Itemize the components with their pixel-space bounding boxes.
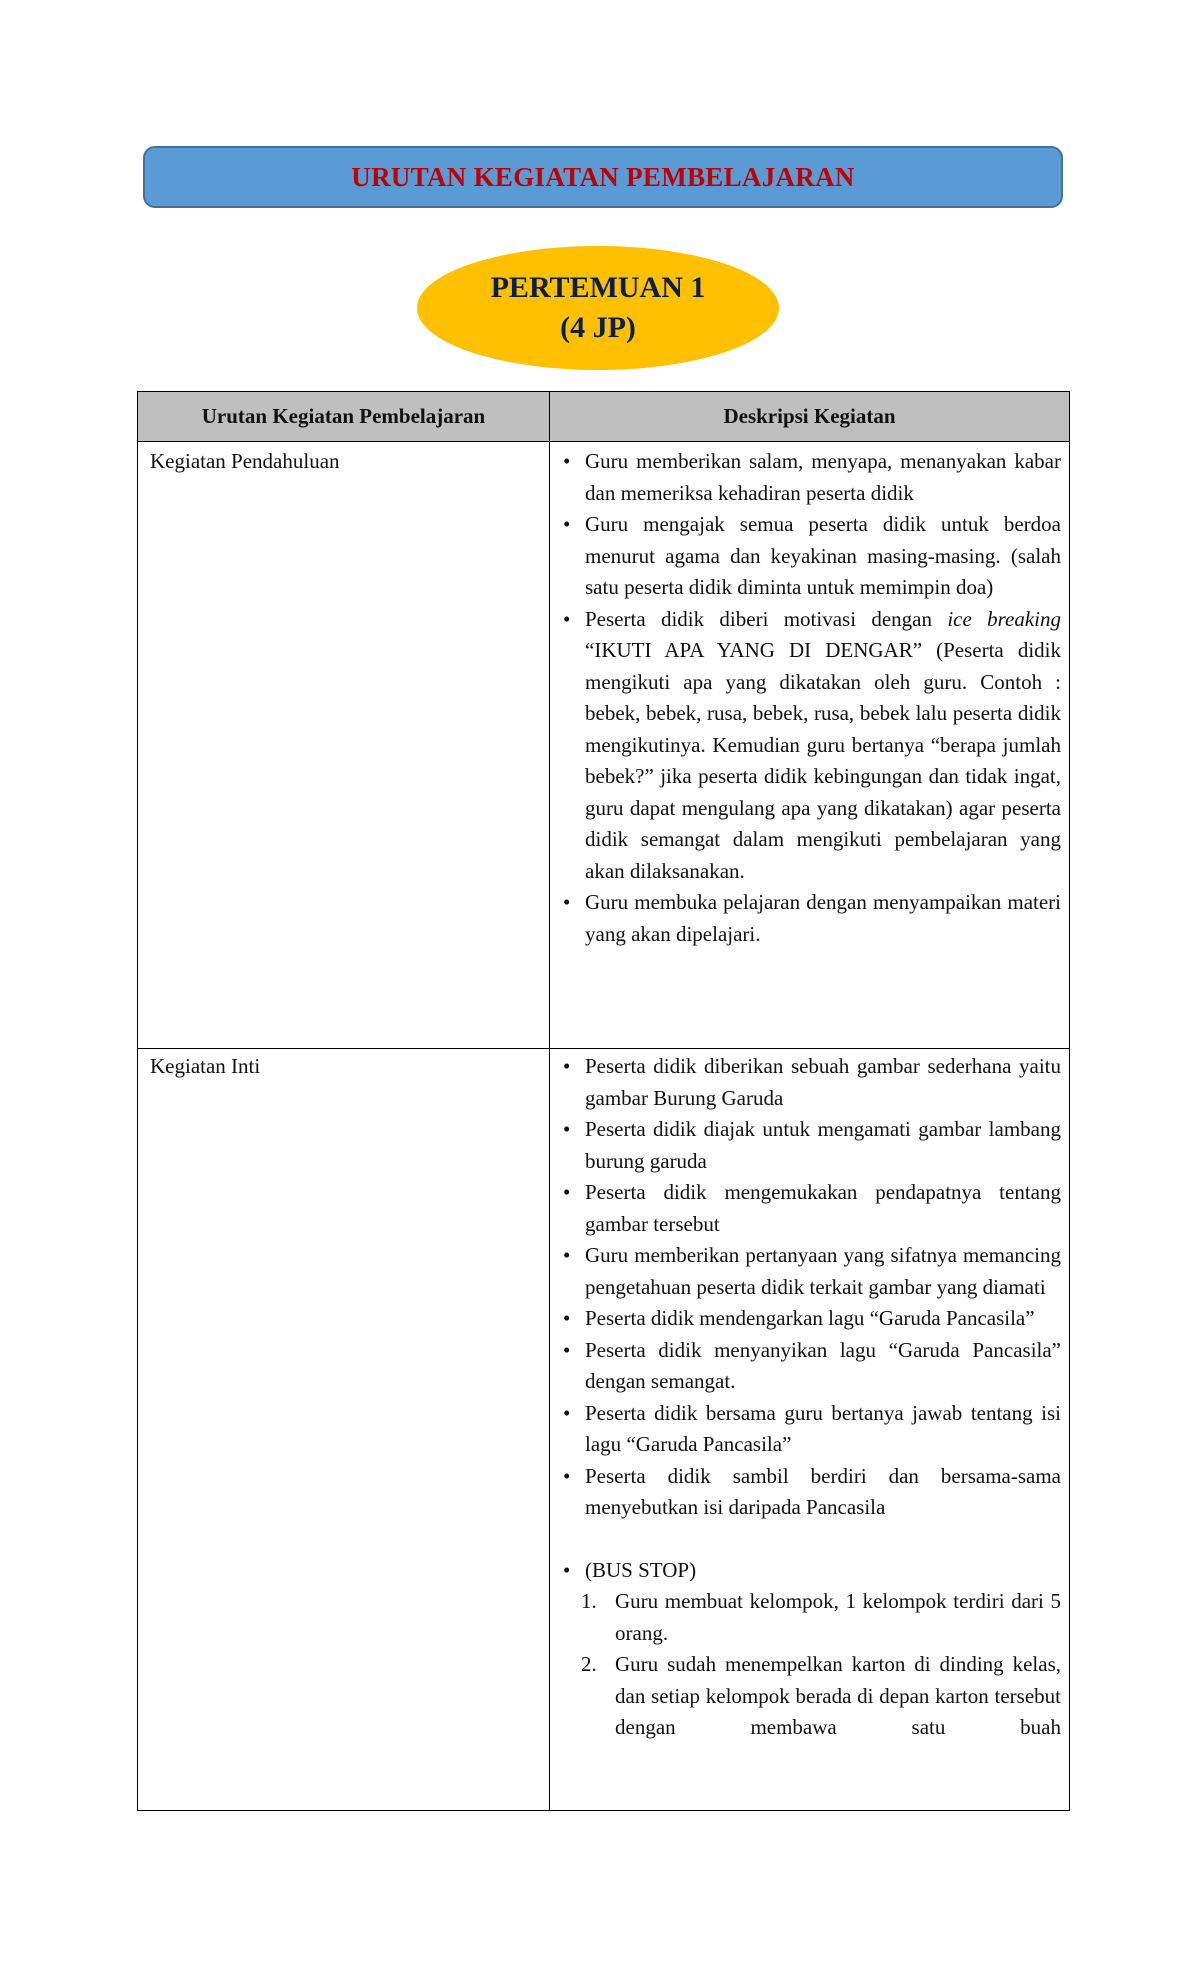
document-title: URUTAN KEGIATAN PEMBELAJARAN	[351, 161, 855, 192]
list-item: • Guru mengajak semua peserta didik untuk berdoa menurut agama dan keyakinan masing-masing. (salah satu peserta didik diminta untuk memimpin doa)	[559, 509, 1061, 604]
bullet-icon: •	[563, 1400, 571, 1425]
list-item: • Peserta didik diajak untuk mengamati gambar lambang burung garuda	[559, 1114, 1061, 1177]
bullet-icon: •	[563, 1117, 571, 1141]
bullet-icon: •	[563, 1557, 571, 1582]
meeting-hours: (4 JP)	[560, 311, 636, 344]
meeting-number: PERTEMUAN 1	[490, 271, 706, 304]
row-label-introduction: Kegiatan Pendahuluan	[150, 449, 340, 473]
table-header-row	[138, 392, 1069, 442]
list-item: • Peserta didik sambil berdiri dan bersama-sama menyebutkan isi daripada Pancasila	[559, 1461, 1061, 1524]
row-divider	[138, 1048, 1069, 1049]
activity-table	[137, 391, 1070, 1811]
bullet-icon: •	[563, 1306, 571, 1330]
list-item: • Peserta didik mendengarkan lagu “Garuda Pancasila”	[559, 1303, 1061, 1335]
bullet-icon: •	[563, 512, 571, 536]
column-header-sequence: Urutan Kegiatan Pembelajaran	[201, 403, 486, 428]
title-banner	[143, 146, 1063, 208]
bullet-icon: •	[563, 1180, 571, 1204]
list-item: • Guru memberikan pertanyaan yang sifatnya memancing pengetahuan peserta didik terkait gambar yang diamati	[559, 1240, 1061, 1303]
numbered-step: 2. Guru sudah menempelkan karton di dinding kelas, dan setiap kelompok berada di depan karton tersebut dengan membawa satu buah	[581, 1652, 1061, 1739]
list-item: • Guru membuka pelajaran dengan menyampaikan materi yang akan dipelajari.	[559, 887, 1061, 950]
bullet-icon: •	[563, 1337, 571, 1362]
bullet-icon: •	[563, 1243, 571, 1267]
column-divider	[549, 392, 550, 1810]
list-item: • Peserta didik diberikan sebuah gambar sederhana yaitu gambar Burung Garuda	[559, 1051, 1061, 1114]
list-item: • Peserta didik diberi motivasi dengan ice breaking “IKUTI APA YANG DI DENGAR” (Peserta didik mengikuti apa yang dikatakan oleh guru. Contoh : bebek, bebek, rusa, bebek, rusa, bebek lalu peserta didik mengikutinya. Kemudian guru bertanya “berapa jumlah bebek?” jika peserta didik kebingungan dan tidak ingat, guru dapat mengulang apa yang dikatakan) agar peserta didik semangat dalam mengikuti pembelajaran yang akan dilaksanakan.	[559, 604, 1061, 888]
introduction-description	[559, 446, 1061, 950]
list-item: • Guru memberikan salam, menyapa, menanyakan kabar dan memeriksa kehadiran peserta didik	[559, 446, 1061, 509]
list-item: • Peserta didik bersama guru bertanya jawab tentang isi lagu “Garuda Pancasila”	[559, 1398, 1061, 1461]
bullet-icon: •	[563, 1463, 571, 1488]
bullet-icon: •	[563, 890, 571, 914]
list-item: • Peserta didik menyanyikan lagu “Garuda Pancasila” dengan semangat.	[559, 1335, 1061, 1398]
ice-breaking-term: ice breaking	[947, 606, 1061, 631]
bullet-icon: •	[563, 1054, 571, 1078]
numbered-step: 1. Guru membuat kelompok, 1 kelompok terdiri dari 5 orang.	[581, 1589, 1061, 1645]
core-description	[559, 1051, 1061, 1808]
bullet-icon: •	[563, 449, 571, 473]
meeting-oval	[417, 246, 779, 370]
bullet-icon: •	[563, 606, 571, 631]
list-item: • Peserta didik mengemukakan pendapatnya tentang gambar tersebut	[559, 1177, 1061, 1240]
list-spacer	[559, 1524, 1061, 1555]
bus-stop-steps	[559, 1586, 1061, 1744]
row-label-core: Kegiatan Inti	[150, 1054, 261, 1078]
list-item-bus-stop: • (BUS STOP) 1. Guru membuat kelompok, 1 kelompok terdiri dari 5 orang. 2. Guru sudah menempelkan karton di dinding kelas, dan setiap kelompok berada di depan karton tersebut dengan membawa satu buah	[559, 1555, 1061, 1744]
column-header-description: Deskripsi Kegiatan	[723, 403, 896, 428]
